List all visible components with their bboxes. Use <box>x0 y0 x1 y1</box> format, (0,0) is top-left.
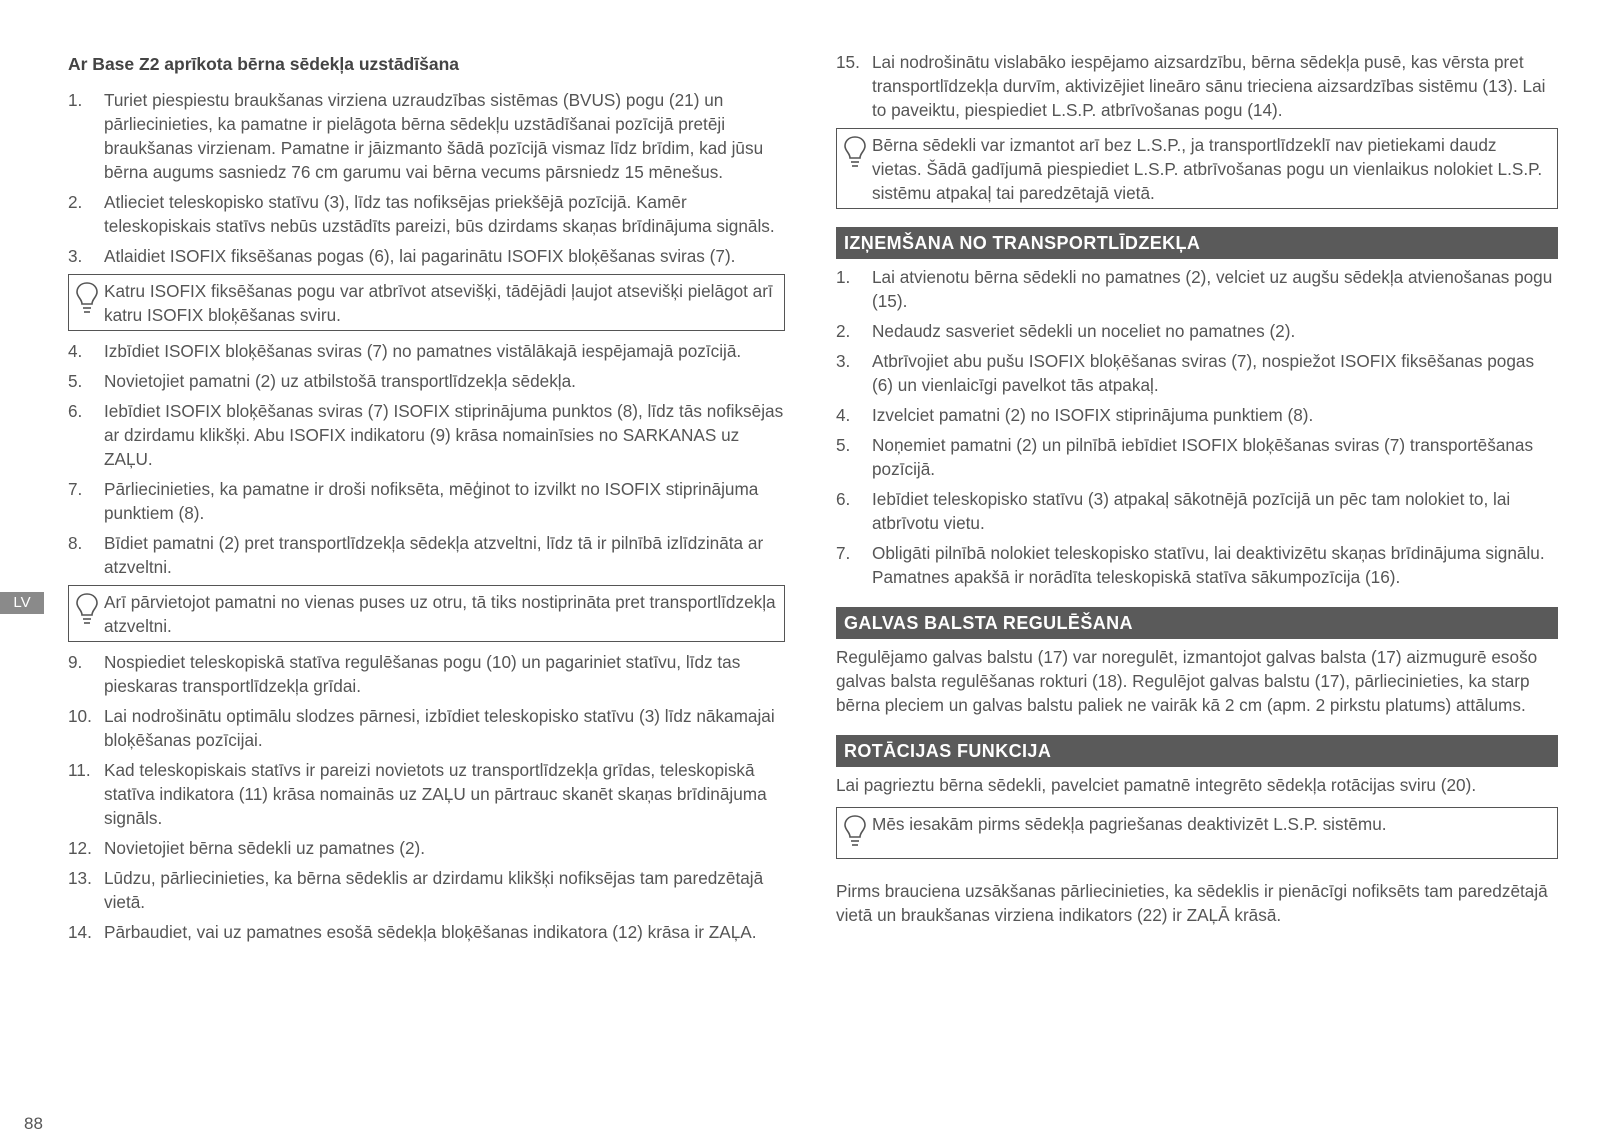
list-item: 4. Izbīdiet ISOFIX bloķēšanas sviras (7) no pamatnes vistālākajā iespējamajā pozīcijā. <box>68 341 742 361</box>
lightbulb-icon <box>843 135 867 171</box>
list-item: 4. Izvelciet pamatni (2) no ISOFIX stiprinājuma punktiem (8). <box>836 405 1314 425</box>
section-heading-removal: IZŅEMŠANA NO TRANSPORTLĪDZEKĻA <box>836 227 1558 259</box>
list-item: 12. Novietojiet bērna sēdekli uz pamatnes (2). <box>68 838 425 858</box>
list-item: 10. Lai nodrošinātu optimālu slodzes pārnesi, izbīdiet teleskopisko statīvu (3) līdz nākamajai bloķēšanas pozīcijai. <box>68 706 775 750</box>
section-heading-rotation: ROTĀCIJAS FUNKCIJA <box>836 735 1558 767</box>
list-item: 2. Atlieciet teleskopisko statīvu (3), līdz tas nofiksējas priekšējā pozīcijā. Kamēr teleskopiskais statīvs nebūs uzstādīts pareizi, būs dzirdams skaņas brīdinājuma signāls. <box>68 192 775 236</box>
left-column <box>68 50 785 950</box>
lightbulb-icon <box>843 814 867 850</box>
lightbulb-icon <box>75 281 99 317</box>
headrest-paragraph: Regulējamo galvas balstu (17) var noregulēt, izmantojot galvas balsta (17) aizmugurē esošo galvas balsta regulēšanas rokturi (18). Regulējot galvas balstu (17), pārliecinieties, ka starp bērna pleciem un galvas balstu paliek ne vairāk kā 2 cm (apm. 2 pirkstu platums) attālums. <box>836 647 1538 715</box>
tip-text: Bērna sēdekli var izmantot arī bez L.S.P., ja transportlīdzeklī nav pietiekami daudz vietas. Šādā gadījumā piespiediet L.S.P. atbrīvošanas pogu un vienlaikus nolokiet L.S.P. sistēmu atpakaļ tai paredzētajā vietā. <box>872 135 1543 203</box>
section-heading-headrest: GALVAS BALSTA REGULĒŠANA <box>836 607 1558 639</box>
list-item: 13. Lūdzu, pārliecinieties, ka bērna sēdeklis ar dzirdamu klikšķi nofiksējas tam paredzētajā vietā. <box>68 868 764 912</box>
list-item: 9. Nospiediet teleskopiskā statīva regulēšanas pogu (10) un pagariniet statīvu, līdz tas pieskaras transportlīdzekļa grīdai. <box>68 652 741 696</box>
list-item: 3. Atlaidiet ISOFIX fiksēšanas pogas (6), lai pagarinātu ISOFIX bloķēšanas sviras (7). <box>68 246 736 266</box>
list-item: 5. Novietojiet pamatni (2) uz atbilstošā transportlīdzekļa sēdekļa. <box>68 371 576 391</box>
rotation-paragraph: Lai pagrieztu bērna sēdekli, pavelciet pamatnē integrēto sēdekļa rotācijas sviru (20). <box>836 775 1477 795</box>
language-tab: LV <box>0 592 44 614</box>
tip-text: Katru ISOFIX fiksēšanas pogu var atbrīvot atsevišķi, tādējādi ļaujot atsevišķi pielāgot arī katru ISOFIX bloķēšanas sviru. <box>104 281 773 325</box>
steps-list <box>836 50 1558 122</box>
tip-text: Arī pārvietojot pamatni no vienas puses uz otru, tā tiks nostiprināta pret transportlīdzekļa atzveltni. <box>104 592 776 636</box>
list-item: 11. Kad teleskopiskais statīvs ir pareizi novietots uz transportlīdzekļa grīdas, teleskopiskā statīva indikatora (11) krāsa nomainās uz ZAĻU un pārtrauc skanēt skaņas brīdinājuma signāls. <box>68 760 767 828</box>
tip-box <box>836 807 1558 859</box>
tip-text: Mēs iesakām pirms sēdekļa pagriešanas deaktivizēt L.S.P. sistēmu. <box>872 814 1387 834</box>
list-item: 3. Atbrīvojiet abu pušu ISOFIX bloķēšanas sviras (7), nospiežot ISOFIX fiksēšanas pogas (6) un vienlaicīgi pavelkot tās atpakaļ. <box>836 351 1535 395</box>
list-item: 1. Lai atvienotu bērna sēdekli no pamatnes (2), velciet uz augšu sēdekļa atvienošanas pogu (15). <box>836 267 1553 311</box>
list-item: 7. Pārliecinieties, ka pamatne ir droši nofiksēta, mēģinot to izvilkt no ISOFIX stiprinājuma punktiem (8). <box>68 479 759 523</box>
list-item: 14. Pārbaudiet, vai uz pamatnes esošā sēdekļa bloķēšanas indikatora (12) krāsa ir ZAĻA. <box>68 922 757 942</box>
list-item: 6. Iebīdiet teleskopisko statīvu (3) atpakaļ sākotnējā pozīcijā un pēc tam nolokiet to, lai atbrīvotu vietu. <box>836 489 1511 533</box>
list-item: 5. Noņemiet pamatni (2) un pilnībā iebīdiet ISOFIX bloķēšanas sviras (7) transportēšanas pozīcijā. <box>836 435 1534 479</box>
list-item: 15. Lai nodrošinātu vislabāko iespējamo aizsardzību, bērna sēdekļa pusē, kas vērsta pret transportlīdzekļa durvīm, aktivizējiet lineāro sānu trieciena aizsardzības sistēmu (13). Lai to paveiktu, piespiediet L.S.P. atbrīvošanas pogu (14). <box>836 52 1546 120</box>
list-item: 8. Bīdiet pamatni (2) pret transportlīdzekļa sēdekļa atzveltni, līdz tā ir pilnībā izlīdzināta ar atzveltni. <box>68 533 764 577</box>
tip-box <box>68 585 785 642</box>
lightbulb-icon <box>75 592 99 628</box>
tip-box <box>68 274 785 331</box>
list-item: 7. Obligāti pilnībā nolokiet teleskopisko statīvu, lai deaktivizētu skaņas brīdinājuma signālu. Pamatnes apakšā ir norādīta teleskopiskā statīva sākumpozīcija (16). <box>836 543 1545 587</box>
steps-list <box>68 339 785 579</box>
list-item: 2. Nedaudz sasveriet sēdekli un noceliet no pamatnes (2). <box>836 321 1296 341</box>
steps-list <box>836 265 1558 589</box>
closing-paragraph: Pirms brauciena uzsākšanas pārliecinieties, ka sēdeklis ir pienācīgi nofiksēts tam paredzētajā vietā un braukšanas virziena indikators (22) ir ZAĻĀ krāsā. <box>836 881 1548 925</box>
tip-box <box>836 128 1558 209</box>
list-item: 1. Turiet piespiestu braukšanas virziena uzraudzības sistēmas (BVUS) pogu (21) un pārliecinieties, ka pamatne ir pielāgota bērna sēdekļu uzstādīšanai pozīcijā pretēji braukšanas virzienam. Pamatne ir jāizmanto šādā pozīcijā vismaz līdz brīdim, kad jūsu bērna augums sasniedz 76 cm garumu vai bērna vecums pārsniedz 15 mēnešus. <box>68 90 764 182</box>
section-subheading: Ar Base Z2 aprīkota bērna sēdekļa uzstādīšana <box>68 54 459 74</box>
steps-list <box>68 650 785 944</box>
right-column <box>836 50 1558 927</box>
page-number: 88 <box>24 1114 43 1133</box>
steps-list <box>68 88 785 268</box>
list-item: 6. Iebīdiet ISOFIX bloķēšanas sviras (7) ISOFIX stiprinājuma punktos (8), līdz tās nofiksējas ar dzirdamu klikšķi. Abu ISOFIX indikatoru (9) krāsa nomainīsies no SARKANAS uz ZAĻU. <box>68 401 784 469</box>
